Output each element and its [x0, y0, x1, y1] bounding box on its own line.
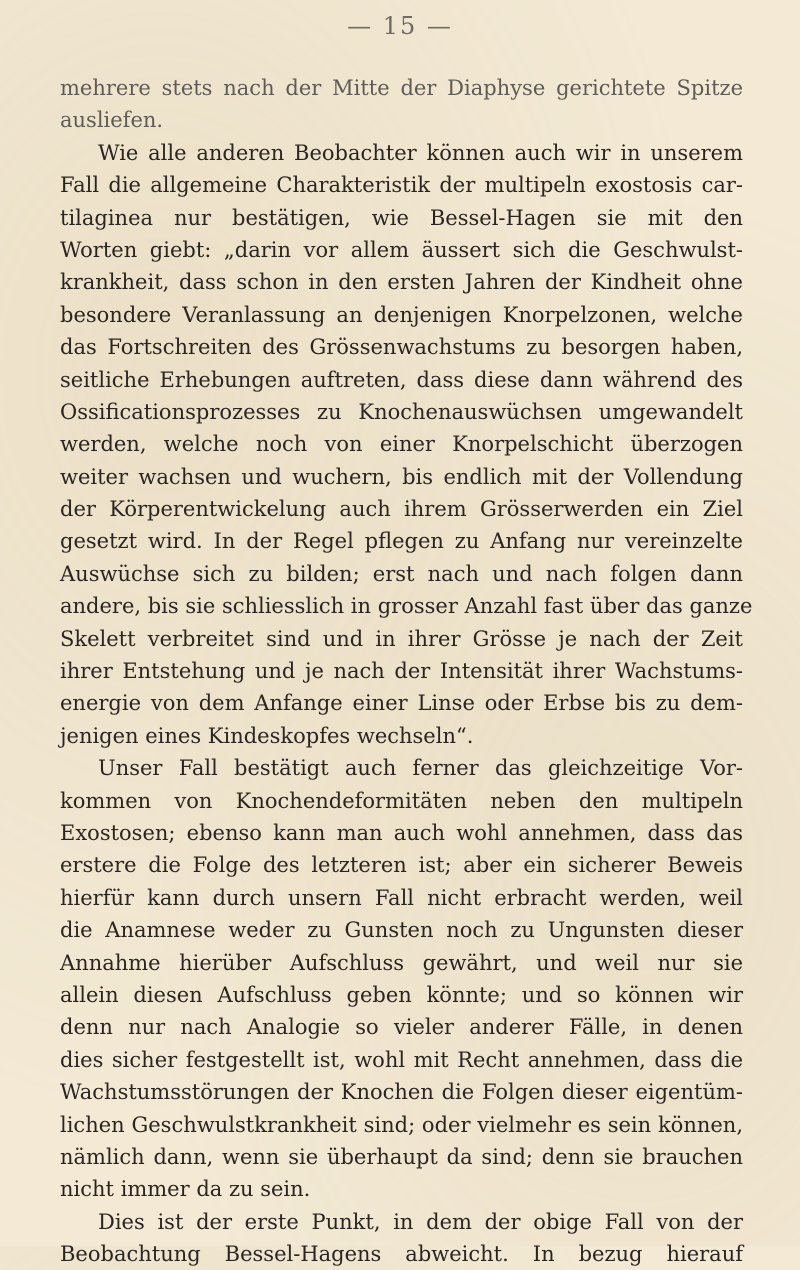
text-line: Beobachtung Bessel-Hagens abweicht. In bezug hierauf	[60, 1242, 743, 1267]
text-line: hierfür kann durch unsern Fall nicht erbracht werden, weil	[60, 885, 743, 910]
text-line: weiter wachsen und wuchern, bis endlich mit der Vollendung	[60, 464, 743, 489]
text-line: nicht immer da zu sein.	[60, 1177, 311, 1202]
text-line: Unser Fall bestätigt auch ferner das gleichzeitige Vor-	[98, 756, 743, 781]
text-line: gesetzt wird. In der Regel pflegen zu Anfang nur vereinzelte	[60, 529, 743, 554]
text-line: erstere die Folge des letzteren ist; aber ein sicherer Beweis	[60, 853, 743, 878]
text-line: das Fortschreiten des Grössenwachstums zu besorgen haben,	[60, 335, 743, 360]
text-line: allein diesen Aufschluss geben könnte; und so können wir	[60, 982, 743, 1007]
text-line: denn nur nach Analogie so vieler anderer Fälle, in denen	[60, 1015, 743, 1040]
text-line: Wie alle anderen Beobachter können auch wir in unserem	[98, 140, 743, 165]
text-line: jenigen eines Kindeskopfes wechseln“.	[60, 723, 474, 748]
text-line: Wachstumsstörungen der Knochen die Folgen dieser eigentüm-	[60, 1080, 743, 1105]
text-line: Ossificationsprozesses zu Knochenauswüchsen umgewandelt	[60, 399, 743, 424]
text-line: krankheit, dass schon in den ersten Jahren der Kindheit ohne	[60, 270, 743, 295]
text-line: ihrer Entstehung und je nach der Intensität ihrer Wachstums-	[60, 659, 743, 684]
text-line: kommen von Knochendeformitäten neben den multipeln	[60, 788, 743, 813]
text-line: Worten giebt: „darin vor allem äussert sich die Geschwulst-	[60, 237, 743, 262]
text-line: Annahme hierüber Aufschluss gewährt, und weil nur sie	[60, 950, 743, 975]
text-line: lichen Geschwulstkrankheit sind; oder vielmehr es sein können,	[60, 1112, 743, 1137]
text-line: Auswüchse sich zu bilden; erst nach und nach folgen dann	[60, 561, 743, 586]
body-text	[60, 72, 753, 1270]
text-line: andere, bis sie schliesslich in grosser Anzahl fast über das ganze	[60, 594, 753, 619]
text-line: ausliefen.	[60, 108, 164, 133]
text-line: tilaginea nur bestätigen, wie Bessel-Hagen sie mit den	[60, 205, 743, 230]
text-line: seitliche Erhebungen auftreten, dass diese dann während des	[60, 367, 743, 392]
text-line: besondere Veranlassung an denjenigen Knorpelzonen, welche	[60, 302, 743, 327]
text-line: nämlich dann, wenn sie überhaupt da sind; denn sie brauchen	[60, 1144, 743, 1169]
text-line: Fall die allgemeine Charakteristik der multipeln exostosis car-	[60, 173, 743, 198]
text-line: energie von dem Anfange einer Linse oder Erbse bis zu dem-	[60, 691, 743, 716]
text-line: der Körperentwickelung auch ihrem Grösserwerden ein Ziel	[60, 497, 743, 522]
text-line: Skelett verbreitet sind und in ihrer Grösse je nach der Zeit	[60, 626, 743, 651]
text-line: mehrere stets nach der Mitte der Diaphyse gerichtete Spitze	[60, 76, 743, 100]
page-number: — 15 —	[347, 12, 453, 40]
text-line: die Anamnese weder zu Gunsten noch zu Ungunsten dieser	[60, 918, 743, 943]
text-line: dies sicher festgestellt ist, wohl mit Recht annehmen, dass die	[60, 1047, 743, 1072]
text-line: Exostosen; ebenso kann man auch wohl annehmen, dass das	[60, 820, 743, 845]
text-line: werden, welche noch von einer Knorpelschicht überzogen	[60, 432, 743, 457]
text-line: Dies ist der erste Punkt, in dem der obige Fall von der	[98, 1209, 743, 1234]
